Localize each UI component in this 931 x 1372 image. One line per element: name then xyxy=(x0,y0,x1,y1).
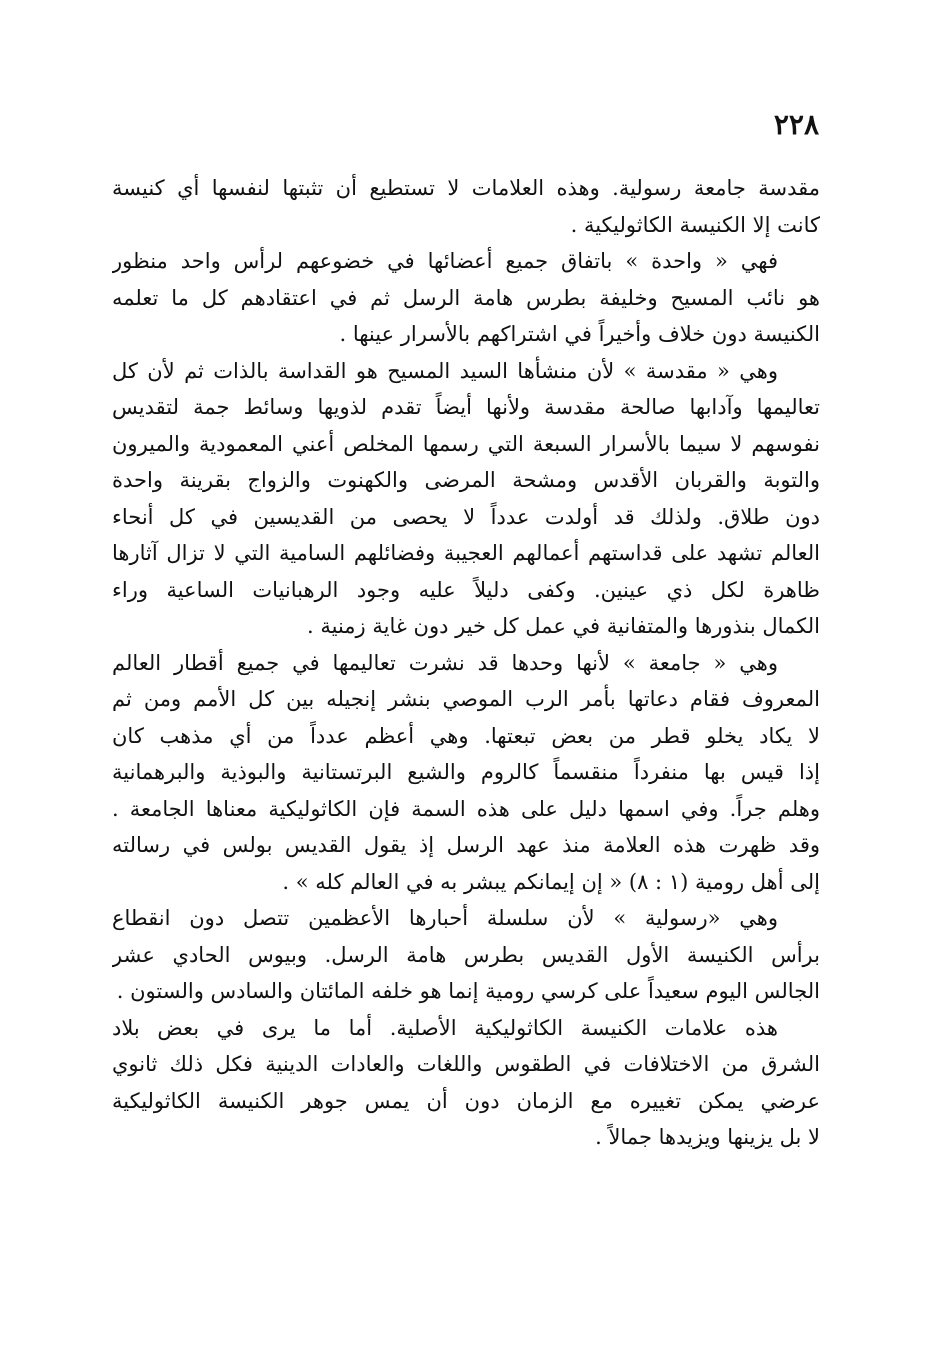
text-line: نفوسهم لا سيما بالأسرار السبعة التي رسمها المخلص أعني المعمودية والميرون xyxy=(112,431,820,456)
text-line: هو نائب المسيح وخليفة بطرس هامة الرسل ثم في اعتقادهم كل ما تعلمه xyxy=(112,285,820,310)
text-line: عرضي يمكن تغييره مع الزمان دون أن يمس جوهر الكنيسة الكاثوليكية xyxy=(112,1088,820,1113)
text-line: كانت إلا الكنيسة الكاثوليكية . xyxy=(570,212,820,237)
text-line: والتوبة والقربان الأقدس ومشحة المرضى والكهنوت والزواج بقرينة واحدة xyxy=(112,468,820,492)
text-line: هذه علامات الكنيسة الكاثوليكية الأصلية. أما ما يرى في بعض بلاد xyxy=(112,1015,778,1040)
text-line: برأس الكنيسة الأول القديس بطرس هامة الرسل. وبيوس الحادي عشر xyxy=(112,942,820,967)
paragraph xyxy=(112,900,820,1010)
text-line: إذا قيس بها منفرداً منقسماً كالروم والشيع البرتستانية والبوذية والبرهمانية xyxy=(112,760,820,784)
text-line: فهي « واحدة » باتفاق جميع أعضائها في خضوعهم لرأس واحد منظور xyxy=(112,249,778,273)
text-line: دون طلاق. ولذلك قد أولدت عدداً لا يحصى من القديسين في كل أنحاء xyxy=(112,504,820,529)
text-line: الكمال بنذورها والمتفانية في عمل كل خير دون غاية زمنية . xyxy=(307,614,820,638)
body-text xyxy=(112,170,820,1156)
text-line: الكنيسة دون خلاف وأخيراً في اشتراكهم بالأسرار عينها . xyxy=(339,322,820,346)
page-number: ٢٢٨ xyxy=(773,108,819,141)
text-line: الجالس اليوم سعيداً على كرسي رومية إنما هو خلفه المائتان والسادس والستون . xyxy=(116,979,820,1003)
text-line: وقد ظهرت هذه العلامة منذ عهد الرسل إذ يقول القديس بولس في رسالته xyxy=(112,833,820,857)
text-line: ظاهرة لكل ذي عينين. وكفى دليلاً عليه وجود الرهبانيات الساعية وراء xyxy=(112,577,820,602)
text-line: لا بل يزينها ويزيدها جمالاً . xyxy=(595,1125,820,1149)
text-line: العالم تشهد على قداستهم أعمالهم العجيبة وفضائلهم السامية التي لا تزال آثارها xyxy=(112,541,820,565)
text-line: إلى أهل رومية (١ : ٨) « إن إيمانكم يبشر به في العالم كله » . xyxy=(282,869,820,894)
text-line: تعاليمها وآدابها صالحة مقدسة ولأنها أيضاً تقدم لذويها وسائط جمة لتقديس xyxy=(112,395,820,419)
text-line: الشرق من الاختلافات في الطقوس واللغات والعادات الدينية فكل ذلك ثانوي xyxy=(112,1052,820,1076)
paragraph xyxy=(112,353,820,645)
text-line: مقدسة جامعة رسولية. وهذه العلامات لا تستطيع أن تثبتها لنفسها أي كنيسة xyxy=(112,176,820,200)
text-line: وهي « مقدسة » لأن منشأها السيد المسيح هو القداسة بالذات ثم لأن كل xyxy=(112,358,778,383)
paragraph xyxy=(112,243,820,353)
text-line: المعروف فقام دعاتها بأمر الرب الموصي بنشر إنجيله بين كل الأمم ومن ثم xyxy=(112,687,820,711)
text-line: وهي « جامعة » لأنها وحدها قد نشرت تعاليمها في جميع أقطار العالم xyxy=(112,650,778,675)
text-line: وهلم جراً. وفي اسمها دليل على هذه السمة فإن الكاثوليكية معناها الجامعة . xyxy=(112,796,820,821)
paragraph xyxy=(112,1010,820,1156)
text-line: لا يكاد يخلو قطر من بعض تبعتها. وهي أعظم عدداً من أي مذهب كان xyxy=(112,723,820,748)
text-line: وهي «رسولية » لأن سلسلة أحبارها الأعظمين تتصل دون انقطاع xyxy=(112,906,778,930)
paragraph xyxy=(112,645,820,901)
paragraph xyxy=(112,170,820,243)
